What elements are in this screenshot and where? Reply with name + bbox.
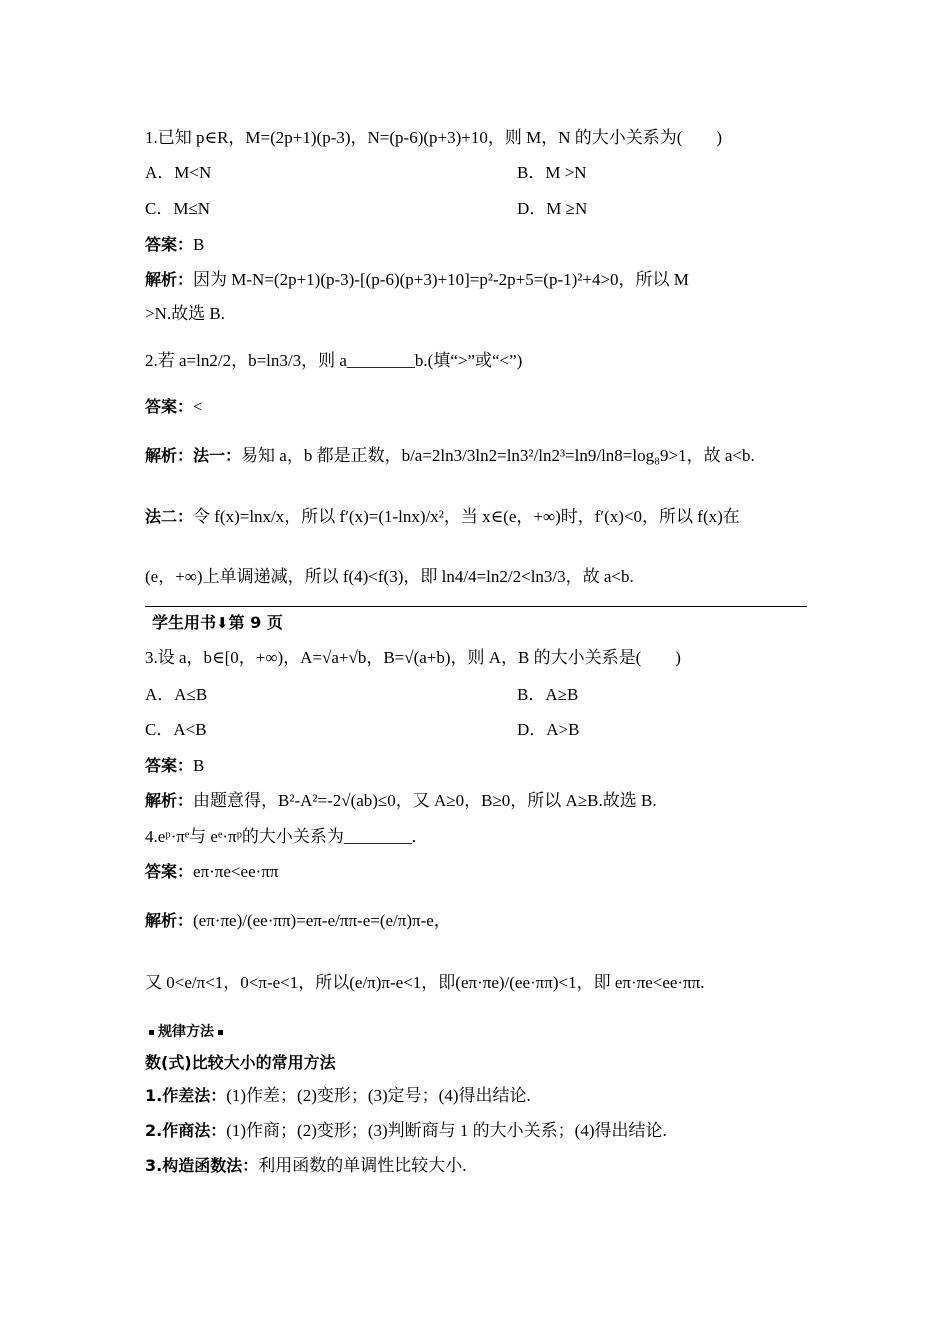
q1-option-b: B．M >N: [517, 163, 587, 182]
q3-option-d: D．A>B: [517, 720, 580, 739]
q1-analysis: [145, 269, 689, 291]
analysis-label: 解析：: [145, 911, 194, 930]
method-item-2-label: 2.作商法：: [145, 1121, 227, 1140]
method-item-1: [145, 1085, 531, 1107]
q3-option-b: B．A≥B: [517, 685, 579, 704]
analysis-label: 解析：: [145, 791, 194, 810]
answer-label: 答案：: [145, 235, 194, 254]
q3-option-a: A．A≤B: [145, 685, 208, 704]
q4-analysis-1: (eπ·πe)/(ee·ππ)=eπ-e/ππ-e=(e/π)π-e，: [193, 911, 451, 930]
q4-analysis: [145, 910, 451, 932]
q2-method2-line2: (e，+∞)上单调递减，所以 f(4)<f(3)，即 ln4/4=ln2/2<ln3/3，故 a<b.: [145, 567, 634, 586]
method1-label: 法一：: [193, 446, 242, 465]
q2-stem: 2.若 a=ln2/2，b=ln3/3，则 a________b.(填“>”或“<”): [145, 351, 523, 370]
section-divider: [145, 606, 807, 607]
q1-answer: [145, 234, 204, 256]
method-item-3-text: 利用函数的单调性比较大小.: [258, 1156, 467, 1175]
q1-option-a: A．M<N: [145, 163, 212, 182]
q3-option-c: C．A<B: [145, 720, 207, 739]
q4-answer: [145, 861, 278, 883]
q3-analysis-text: 由题意得，B²-A²=-2√(ab)≤0，又 A≥0，B≥0，所以 A≥B.故选 B.: [193, 791, 657, 810]
method2-label: 法二：: [145, 507, 194, 526]
q1-option-c: C．M≤N: [145, 199, 211, 218]
method-item-1-label: 1.作差法：: [145, 1086, 227, 1105]
q4-answer-value: eπ·πe<ee·ππ: [193, 862, 279, 881]
q3-analysis: [145, 790, 657, 812]
square-bullet-icon: [149, 1030, 154, 1035]
down-arrow-icon: ⬇: [216, 614, 229, 632]
textbook-ref: [152, 612, 283, 634]
q4-analysis-2: 又 0<e/π<1，0<π-e<1，所以(e/π)π-e<1，即(eπ·πe)/(ee·ππ)<1，即 eπ·πe<ee·ππ.: [145, 973, 705, 992]
method-heading-text: 规律方法: [158, 1024, 214, 1040]
q1-stem: 1.已知 p∈R，M=(2p+1)(p-3)，N=(p-6)(p+3)+10，则 M，N 的大小关系为( ): [145, 128, 723, 147]
method-title: 数(式)比较大小的常用方法: [145, 1053, 336, 1072]
method-item-2-text: (1)作商；(2)变形；(3)判断商与 1 的大小关系；(4)得出结论.: [226, 1121, 667, 1140]
q1-analysis-1: 因为 M-N=(2p+1)(p-3)-[(p-6)(p+3)+10]=p²-2p+5=(p-1)²+4>0，所以 M: [193, 270, 689, 289]
square-bullet-icon: [218, 1030, 223, 1035]
q1-answer-value: B: [193, 235, 205, 254]
q2-answer-value: <: [193, 397, 203, 416]
q1-analysis-2: >N.故选 B.: [145, 304, 225, 323]
analysis-label: 解析：: [145, 446, 194, 465]
method-item-3-label: 3.构造函数法：: [145, 1156, 259, 1175]
analysis-label: 解析：: [145, 270, 194, 289]
textbook-ref-page: 第 9 页: [228, 613, 283, 632]
method-item-1-text: (1)作差；(2)变形；(3)定号；(4)得出结论.: [226, 1086, 531, 1105]
q3-answer-value: B: [193, 756, 205, 775]
q2-method1-text: 易知 a，b 都是正数，b/a=2ln3/3ln2=ln3²/ln2³=ln9/ln8=log₈9>1，故 a<b.: [241, 446, 755, 465]
q2-method2-text: 令 f(x)=lnx/x，所以 f′(x)=(1-lnx)/x²，当 x∈(e，+∞)时，f′(x)<0，所以 f(x)在: [193, 507, 740, 526]
answer-label: 答案：: [145, 397, 194, 416]
q4-stem: 4.eᵖ·πᵉ与 eᵉ·πᵖ的大小关系为________.: [145, 827, 417, 846]
q2-answer: [145, 396, 203, 418]
q3-stem: 3.设 a，b∈[0，+∞)，A=√a+√b，B=√(a+b)，则 A，B 的大小关系是( ): [145, 648, 681, 667]
method-item-3: [145, 1155, 466, 1177]
q1-option-d: D．M ≥N: [517, 199, 588, 218]
answer-label: 答案：: [145, 756, 194, 775]
q2-method1: [145, 445, 755, 467]
q3-answer: [145, 755, 204, 777]
textbook-ref-prefix: 学生用书: [152, 613, 217, 632]
answer-label: 答案：: [145, 862, 194, 881]
method-item-2: [145, 1120, 667, 1142]
method-heading: [145, 1021, 227, 1044]
q2-method2: [145, 506, 740, 528]
